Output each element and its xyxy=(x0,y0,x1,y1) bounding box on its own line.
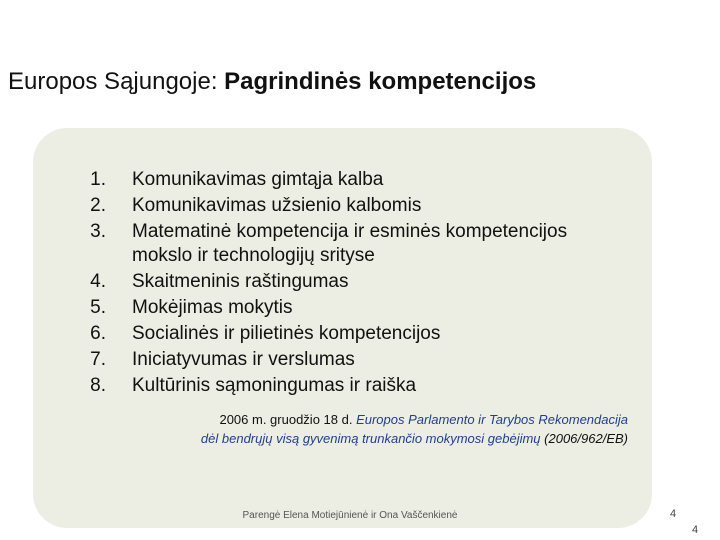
list-item xyxy=(56,374,616,398)
list-item-number: 6. xyxy=(90,323,106,344)
citation-source-line-2: dėl bendrųjų visą gyvenimą trunkančio mokymosi gebėjimų xyxy=(200,431,545,446)
list-item xyxy=(56,296,616,320)
list-item xyxy=(56,348,616,372)
list-item xyxy=(56,194,616,218)
list-item-number: 1. xyxy=(90,169,106,190)
list-item-number: 8. xyxy=(90,375,106,396)
list-item-text: Komunikavimas užsienio kalbomis xyxy=(132,195,422,216)
list-item-number: 2. xyxy=(90,195,106,216)
list-item-text: Iniciatyvumas ir verslumas xyxy=(132,349,355,370)
list-item-number: 4. xyxy=(90,271,106,292)
footer-credit: Parengė Elena Motiejūnienė ir Ona Vaščenkienė xyxy=(242,510,458,521)
list-item-text: Mokėjimas mokytis xyxy=(132,297,293,318)
list-item-number: 7. xyxy=(90,349,106,370)
list-item-number: 3. xyxy=(90,221,106,242)
citation-line-2 xyxy=(100,429,628,448)
list-item-text: Matematinė kompetencija ir esminės kompetencijos mokslo ir technologijų srityse xyxy=(132,221,568,266)
list-item-text: Komunikavimas gimtąja kalba xyxy=(132,169,384,190)
page-number: 4 xyxy=(670,508,677,520)
citation-doc-ref: (2006/962/EB) xyxy=(544,431,628,446)
list-item-text: Skaitmeninis raštingumas xyxy=(132,271,349,292)
competency-list xyxy=(56,168,616,400)
citation-source-line-1: Europos Parlamento ir Tarybos Rekomendacija xyxy=(356,412,628,427)
list-item-text: Kultūrinis sąmoningumas ir raiška xyxy=(132,375,417,396)
list-item xyxy=(56,322,616,346)
list-item xyxy=(56,270,616,294)
page-number-secondary: 4 xyxy=(692,524,699,536)
list-item-text: Socialinės ir pilietinės kompetencijos xyxy=(132,323,441,344)
citation-date: 2006 m. gruodžio 18 d. xyxy=(219,412,357,427)
list-item xyxy=(56,220,616,268)
citation-line-1 xyxy=(100,410,628,429)
list-item-number: 5. xyxy=(90,297,106,318)
title-normal: Europos Sąjungoje: xyxy=(8,68,225,95)
title-bold: Pagrindinės kompetencijos xyxy=(224,68,537,95)
slide-title xyxy=(8,68,708,96)
list-item xyxy=(56,168,616,192)
citation xyxy=(100,410,628,448)
